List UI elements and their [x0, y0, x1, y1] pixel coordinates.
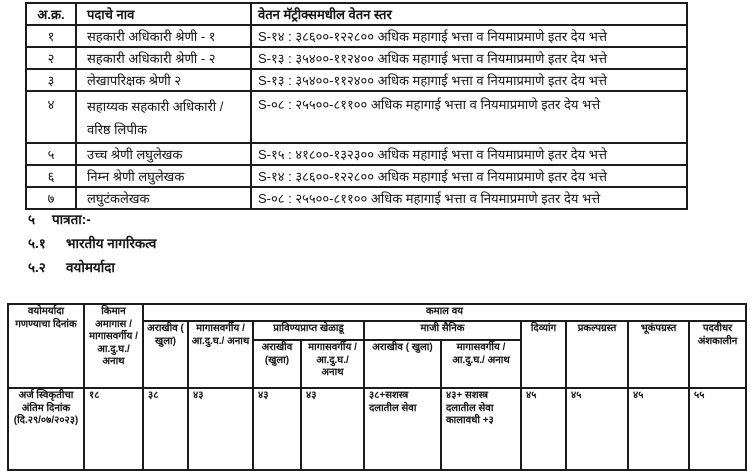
- pay-cell: S-०८ : २५५००-८११०० अधिक महागाई भत्ता व नियमाप्रमाणे इतर देय भत्ते: [251, 91, 687, 143]
- header-disabled: दिव्यांग: [521, 321, 566, 388]
- value-backward-class: ४३: [188, 388, 253, 470]
- header-project-affected: प्रकल्पग्रस्त: [566, 321, 628, 388]
- post-cell: लेखापरिक्षक श्रेणी २: [76, 69, 251, 91]
- pay-scale-table: [25, 2, 688, 210]
- header-maximum-age-group: कमाल वय: [143, 304, 746, 321]
- pay-cell: S-०८ : २५५००-८११०० अधिक महागाई भत्ता व नियमाप्रमाणे इतर देय भत्ते: [251, 187, 687, 209]
- serial-cell: ५: [26, 143, 76, 165]
- header-skilled-sportsperson-group: प्राविण्यप्राप्त खेळाडू: [253, 321, 364, 340]
- header-sports-backward: मागासवर्गीय /आ.दु.घ./ अनाथ: [301, 340, 364, 388]
- value-disabled: ४५: [521, 388, 566, 470]
- section-heading-age-limit: [28, 260, 156, 275]
- value-unreserved-open: ३८: [143, 388, 188, 470]
- pay-table-row: [26, 69, 687, 91]
- header-pay-level: वेतन मॅट्रीक्समधील वेतन स्तर: [251, 3, 687, 25]
- value-sports-unreserved: ४३: [253, 388, 301, 470]
- pay-table-row: [26, 187, 687, 209]
- age-table-header-row-1: [8, 304, 746, 321]
- section-heading-eligibility: [28, 212, 156, 227]
- pay-table-row: [26, 25, 687, 47]
- pay-cell: S-१३ : ३५४००-११२४०० अधिक महागाई भत्ता व नियमाप्रमाणे इतर देय भत्ते: [251, 47, 687, 69]
- post-cell: सहकारी अधिकारी श्रेणी - १: [76, 25, 251, 47]
- section-label: वयोमर्यादा: [66, 260, 115, 275]
- pay-table-row: [26, 91, 687, 143]
- value-ex-serviceman-unreserved: ३८+सशस्त्र दलातील सेवा: [364, 388, 441, 470]
- age-limit-table: [7, 303, 747, 471]
- pay-cell: S-१४ : ३८६००-१२२८०० अधिक महागाई भत्ता व नियमाप्रमाणे इतर देय भत्ते: [251, 25, 687, 47]
- header-ex-serviceman-group: माजी सैनिक: [364, 321, 521, 340]
- value-age-calculation-date: अर्ज स्विकृतीचा अंतिम दिनांक (दि.२९/०७/२०२३): [8, 388, 84, 470]
- header-ex-serviceman-backward: मागासवर्गीय /आ.दु.घ./ अनाथ: [441, 340, 521, 388]
- value-sports-backward: ४३: [301, 388, 364, 470]
- pay-cell: S-१५ : ४१८००-१३२३०० अधिक महागाई भत्ता व नियमाप्रमाणे इतर देय भत्ते: [251, 143, 687, 165]
- post-cell: उच्च श्रेणी लघुलेखक: [76, 143, 251, 165]
- section-number: ५.१: [28, 236, 46, 251]
- post-cell: निम्न श्रेणी लघुलेखक: [76, 165, 251, 187]
- serial-cell: १: [26, 25, 76, 47]
- pay-cell: S-१३ : ३५४००-११२४०० अधिक महागाई भत्ता व नियमाप्रमाणे इतर देय भत्ते: [251, 69, 687, 91]
- value-project-affected: ४५: [566, 388, 628, 470]
- value-minimum-age: १८: [84, 388, 143, 470]
- serial-cell: २: [26, 47, 76, 69]
- section-number: ५: [28, 212, 36, 227]
- pay-table-row: [26, 143, 687, 165]
- section-label: पात्रता:-: [52, 212, 91, 227]
- header-minimum-age: किमान अमागास / मागासवर्गीय /आ.दु.घ./ अनाथ: [84, 304, 143, 388]
- header-sports-unreserved: अराखीव (खुला): [253, 340, 301, 388]
- serial-cell: ७: [26, 187, 76, 209]
- header-age-calculation-date: वयोमर्यादा गणण्याचा दिनांक: [8, 304, 84, 388]
- value-graduate-parttime: ५५: [689, 388, 746, 470]
- header-unreserved-open: अराखीव ( खुला): [143, 321, 188, 388]
- post-cell: लघुटंकलेखक: [76, 187, 251, 209]
- serial-cell: ३: [26, 69, 76, 91]
- header-backward-class: मागासवर्गीय /आ.दु.घ./ अनाथ: [188, 321, 253, 388]
- section-number: ५.२: [28, 260, 46, 275]
- pay-table-row: [26, 165, 687, 187]
- value-earthquake-affected: ४५: [628, 388, 689, 470]
- header-graduate-parttime: पदवीधर अंशकालीन: [689, 321, 746, 388]
- pay-table-row: [26, 47, 687, 69]
- serial-cell: ६: [26, 165, 76, 187]
- serial-cell: ४: [26, 91, 76, 143]
- header-serial-no: अ.क्र.: [26, 3, 76, 25]
- section-label: भारतीय नागरिकत्व: [66, 236, 157, 251]
- pay-cell: S-१४ : ३८६००-१२२८०० अधिक महागाई भत्ता व नियमाप्रमाणे इतर देय भत्ते: [251, 165, 687, 187]
- header-post-name: पदाचे नाव: [76, 3, 251, 25]
- value-ex-serviceman-backward: ४३+ सशस्त्र दलातील सेवा कालावधी +३: [441, 388, 521, 470]
- post-cell: सहाय्यक सहकारी अधिकारी / वरिष्ठ लिपीक: [76, 91, 251, 143]
- header-earthquake-affected: भूकंपग्रस्त: [628, 321, 689, 388]
- pay-table-header-row: [26, 3, 687, 25]
- header-ex-serviceman-unreserved: अराखीव ( खुला): [364, 340, 441, 388]
- section-heading-citizenship: [28, 236, 156, 251]
- age-table-data-row: [8, 388, 746, 470]
- eligibility-section: [28, 212, 156, 284]
- post-cell: सहकारी अधिकारी श्रेणी - २: [76, 47, 251, 69]
